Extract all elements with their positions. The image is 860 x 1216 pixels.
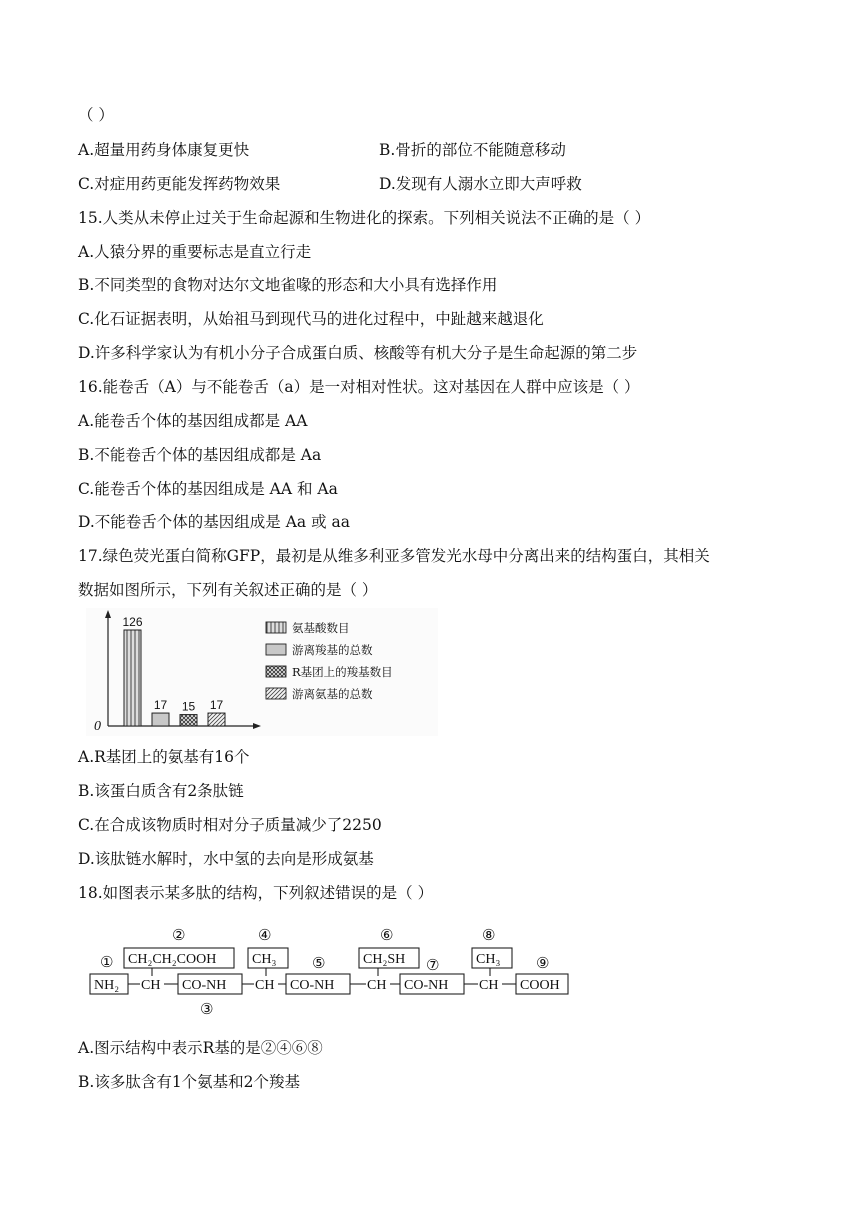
q15-stem: 15.人类从未停止过关于生命起源和生物进化的探索。下列相关说法不正确的是（ ） (78, 209, 651, 227)
q16-stem: 16.能卷舌（A）与不能卷舌（a）是一对相对性状。这对基因在人群中应该是（ ） (78, 378, 640, 396)
legend-swatch-2 (266, 644, 286, 655)
q14-option-b: B.骨折的部位不能随意移动 (379, 141, 566, 159)
alpha-carbon-4: CH (479, 978, 499, 993)
bar-value-label-3: 15 (181, 699, 196, 714)
q17-option-a: A.R基团上的氨基有16个 (78, 748, 250, 766)
q16-option-a: A.能卷舌个体的基因组成都是 AA (78, 412, 308, 430)
cooh-text: COOH (520, 978, 560, 993)
label-4: ④ (258, 926, 272, 944)
q14-option-d: D.发现有人溺水立即大声呼救 (379, 175, 582, 193)
r-group-6-text: CH₂SH (363, 952, 406, 967)
bar-2 (152, 713, 169, 726)
bar-1 (124, 630, 141, 726)
legend-swatch-4 (266, 688, 286, 699)
q15-option-c: C.化石证据表明，从始祖马到现代马的进化过程中，中趾越来越退化 (78, 310, 544, 328)
peptide-bond-7-text: CO-NH (404, 978, 449, 993)
legend-label-1: 氨基酸数目 (292, 621, 350, 635)
r-group-2-text: CH₂CH₂COOH (128, 952, 217, 967)
label-5: ⑤ (312, 954, 326, 972)
legend-label-4: 游离氨基的总数 (292, 687, 373, 701)
q17-stem-line2: 数据如图所示，下列有关叙述正确的是（ ） (78, 581, 378, 599)
q14-option-a: A.超量用药身体康复更快 (78, 141, 250, 159)
alpha-carbon-2: CH (255, 978, 275, 993)
y-axis-arrow (105, 610, 111, 618)
q18-option-b: B.该多肽含有1个氨基和2个羧基 (78, 1073, 301, 1091)
bar-value-label-2: 17 (153, 698, 168, 713)
label-8: ⑧ (482, 926, 496, 944)
legend-label-2: 游离羧基的总数 (292, 643, 373, 657)
q15-option-b: B.不同类型的食物对达尔文地雀喙的形态和大小具有选择作用 (78, 276, 498, 294)
x-axis-arrow (253, 723, 261, 729)
answer-paren: （ ） (78, 106, 114, 124)
q17-option-d: D.该肽链水解时，水中氢的去向是形成氨基 (78, 850, 374, 868)
legend-label-3: R基团上的羧基数目 (292, 665, 393, 679)
bar-value-label-4: 17 (209, 698, 224, 713)
label-7: ⑦ (426, 956, 440, 974)
bar-3 (180, 715, 197, 726)
legend-swatch-1 (266, 622, 286, 633)
q16-option-d: D.不能卷舌个体的基因组成是 Aa 或 aa (78, 513, 351, 531)
bar-value-label-1: 126 (122, 615, 143, 629)
q17-option-c: C.在合成该物质时相对分子质量减少了2250 (78, 816, 382, 834)
peptide-bond-5-text: CO-NH (290, 978, 335, 993)
label-6: ⑥ (380, 926, 394, 944)
alpha-carbon-3: CH (367, 978, 387, 993)
label-2: ② (172, 926, 186, 944)
nh2-text: NH₂ (94, 978, 120, 993)
q15-option-d: D.许多科学家认为有机小分子合成蛋白质、核酸等有机大分子是生命起源的第二步 (78, 344, 638, 362)
gfp-bar-chart (86, 608, 438, 736)
q16-option-c: C.能卷舌个体的基因组成是 AA 和 Aa (78, 480, 338, 498)
label-9: ⑨ (536, 954, 550, 972)
r-group-8-text: CH₃ (476, 952, 501, 967)
peptide-bond-3-text: CO-NH (182, 978, 227, 993)
r-group-4-text: CH₃ (252, 952, 277, 967)
bar-4 (208, 713, 225, 726)
label-3: ③ (200, 1000, 214, 1018)
alpha-carbon-1: CH (141, 978, 161, 993)
legend-swatch-3 (266, 666, 286, 677)
q18-option-a: A.图示结构中表示R基的是②④⑥⑧ (78, 1039, 323, 1057)
q16-option-b: B.不能卷舌个体的基因组成都是 Aa (78, 446, 322, 464)
origin-label: 0 (94, 719, 101, 734)
q18-stem: 18.如图表示某多肽的结构，下列叙述错误的是（ ） (78, 884, 434, 902)
q17-option-b: B.该蛋白质含有2条肽链 (78, 782, 244, 800)
q15-option-a: A.人猿分界的重要标志是直立行走 (78, 243, 312, 261)
polypeptide-structure-diagram (86, 918, 576, 1028)
q14-option-c: C.对症用药更能发挥药物效果 (78, 175, 281, 193)
label-1: ① (100, 953, 114, 971)
q17-stem-line1: 17.绿色荧光蛋白简称GFP，最初是从维多利亚多管发光水母中分离出来的结构蛋白，其相关 (78, 547, 710, 565)
